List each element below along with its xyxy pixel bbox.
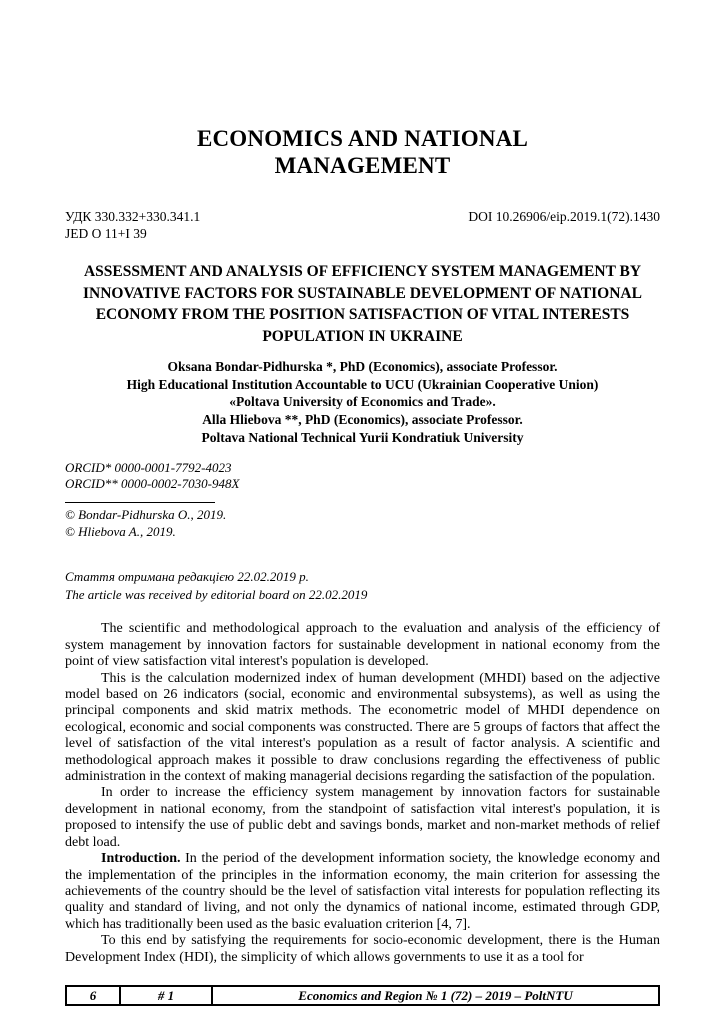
footer-journal-title: Economics and Region № 1 (72) – 2019 – PoltNTU <box>298 988 573 1003</box>
page-footer <box>65 985 660 1006</box>
orcid-line: ORCID* 0000-0001-7792-4023 <box>65 459 232 475</box>
abstract-paragraph <box>65 621 660 670</box>
paragraph-text: To this end by satisfying the requirements for socio-economic development, there is the Human Development Index (HDI), the simplicity of which allows governments to use it as a tool for <box>65 933 660 965</box>
received-line-uk: Стаття отримана редакцією 22.02.2019 р. <box>65 569 309 585</box>
orcid-block <box>65 460 660 493</box>
section-title: ECONOMICS AND NATIONAL MANAGEMENT <box>196 126 529 179</box>
footer-page-number: 6 <box>67 987 121 1004</box>
paragraph-text: This is the calculation modernized index of human development (MHDI) based on the adjective model based on 26 indicators (social, economic and environmental subsystems), as well as using the principal components and skid matrix methods. The econometric model of MHDI dependence on ecological, economic and social components was constructed. There are 5 groups of factors that affect the level of satisfaction of the vital interest's population as a result of factor analysis. A scientific and methodological approach makes it possible to draw conclusions regarding the effectiveness of public administration in the context of making managerial decisions regarding the satisfaction of the population. <box>65 670 660 785</box>
paragraph-text: In order to increase the efficiency system management by innovation factors for sustainable development in national economy, from the standpoint of satisfaction vital interest's population, it is proposed to intensify the use of public debt and savings bonds, market and non-market methods of relief debt load. <box>65 785 660 850</box>
orcid-line: ORCID** 0000-0002-7030-948X <box>65 476 240 492</box>
footer-issue: # 1 <box>121 987 213 1004</box>
authors-block <box>65 358 660 447</box>
received-line-en: The article was received by editorial board on 22.02.2019 <box>65 586 368 602</box>
meta-row <box>65 209 660 243</box>
paragraph-lead: Introduction. <box>101 851 181 867</box>
udc-jel-block <box>65 209 200 243</box>
received-block <box>65 568 660 603</box>
author-affiliation: Poltava National Technical Yurii Kondratiuk University <box>201 430 524 445</box>
udc-code: УДК 330.332+330.341.1 <box>65 209 201 225</box>
author-affiliation: High Educational Institution Accountable to UCU (Ukrainian Cooperative Union) <box>126 376 599 392</box>
body-paragraph <box>65 933 660 966</box>
author-line: Alla Hliebova **, PhD (Economics), associate Professor. <box>202 412 523 428</box>
copyright-line: © Hliebova A., 2019. <box>65 523 176 539</box>
copyright-line: © Bondar-Pidhurska O., 2019. <box>65 507 227 523</box>
article-title: ASSESSMENT AND ANALYSIS OF EFFICIENCY SYSTEM MANAGEMENT BY INNOVATIVE FACTORS FOR SUSTAINABLE DEVELOPMENT OF NATIONAL ECONOMY FROM THE POSITION SATISFACTION OF VITAL INTERESTS POPULATION IN UKRAINE <box>83 263 642 346</box>
footnote-separator <box>65 502 215 503</box>
jel-code: JED O 11+I 39 <box>65 226 147 242</box>
introduction-paragraph <box>65 851 660 933</box>
doi-code: DOI 10.26906/eip.2019.1(72).1430 <box>468 209 660 225</box>
abstract-paragraph <box>65 671 660 786</box>
author-affiliation: «Poltava University of Economics and Trade». <box>229 394 496 410</box>
article-body <box>65 621 660 966</box>
abstract-paragraph <box>65 785 660 851</box>
paragraph-text: In the period of the development information society, the knowledge economy and the implementation of the principles in the information economy, the main criterion for assessing the achievements of the country should be the level of satisfaction vital interests for population reflecting its quality and standard of living, and not only the dynamics of national income, estimated through GDP, which has traditionally been used as the basic evaluation criterion [4, 7]. <box>65 851 660 932</box>
paragraph-text: The scientific and methodological approach to the evaluation and analysis of the efficiency of system management by innovation factors for sustainable development in national economy from the point of view satisfaction vital interest's population is developed. <box>65 621 660 670</box>
copyright-block <box>65 507 660 540</box>
author-line: Oksana Bondar-Pidhurska *, PhD (Economics), associate Professor. <box>167 358 558 374</box>
